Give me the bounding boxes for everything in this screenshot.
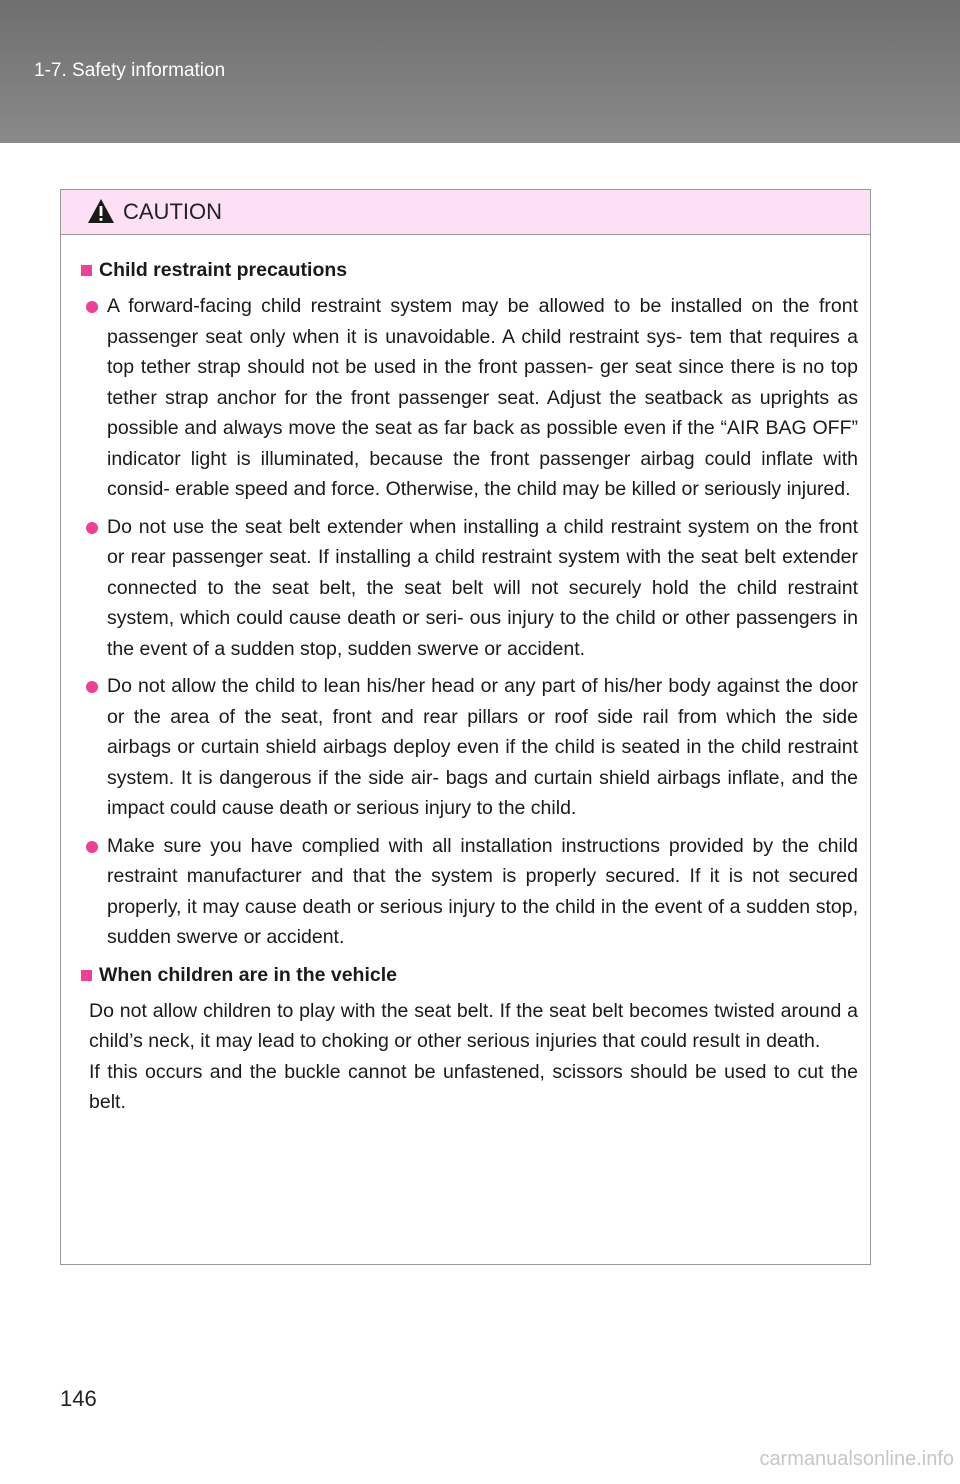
page-number: 146 (60, 1386, 97, 1411)
warning-triangle-icon (87, 197, 115, 225)
bullet-text: Do not allow the child to lean his/her head or any part of his/her body against the door or the area of the seat, front and rear pillars or roof side rail from which the side airbags or curtain shield airbags deploy even if the child is seated in the child restraint system. It is dangerous if the side air- bags and curtain shield airbags inflate, and the impact could cause death or serious injury to the child. (107, 675, 858, 819)
header-band (0, 0, 960, 143)
caution-box (60, 189, 871, 1265)
bullet-text: Do not use the seat belt extender when installing a child restraint system on the front or rear passenger seat. If installing a child restraint system with the seat belt extender connected to the seat belt, the seat belt will not securely hold the child restraint system, which could cause death or seri- ous injury to the child or other passengers in the event of a sudden stop, sudden swerve or accident. (107, 515, 858, 660)
paragraph: If this occurs and the buckle cannot be unfastened, scissors should be used to cut the belt. (89, 1060, 858, 1113)
caution-header (61, 190, 870, 235)
bullet-dot-icon (86, 681, 98, 693)
square-bullet-icon (81, 970, 92, 981)
bullet-item (79, 671, 858, 824)
paragraph: Do not allow children to play with the seat belt. If the seat belt becomes twisted around a child’s neck, it may lead to choking or other serious injuries that could result in death. (89, 999, 858, 1052)
bullet-text: A forward-facing child restraint system may be allowed to be installed on the front passenger seat only when it is unavoidable. A child restraint sys- tem that requires a top tether strap should not be used in the front passen- ger seat since there is no top tether strap anchor for the front passenger seat. Adjust the seatback as uprights as possible and always move the seat as far back as possible even if the “AIR BAG OFF” indicator light is illuminated, because the front passenger airbag could inflate with consid- erable speed and force. Otherwise, the child may be killed or seriously injured. (107, 295, 858, 500)
bullet-item (79, 831, 858, 953)
section-heading (79, 255, 858, 285)
section-title: 1-7. Safety information (34, 60, 226, 81)
heading-text: Child restraint precautions (99, 259, 348, 281)
caution-body (61, 235, 870, 1118)
section-heading (79, 960, 858, 990)
heading-text: When children are in the vehicle (99, 963, 397, 986)
bullet-text: Make sure you have complied with all installation instructions provided by the child restraint manufacturer and that the system is properly secured. If it is not secured properly, it may cause death or serious injury to the child in the event of a sudden stop, sudden swerve or accident. (107, 834, 858, 948)
bullet-dot-icon (86, 522, 98, 534)
caution-label: CAUTION (123, 199, 222, 224)
bullet-item (79, 291, 858, 505)
bullet-dot-icon (86, 841, 98, 853)
bullet-item (79, 512, 858, 665)
bullet-dot-icon (86, 301, 98, 313)
watermark: carmanualsonline.info (759, 1448, 954, 1470)
square-bullet-icon (81, 265, 92, 276)
